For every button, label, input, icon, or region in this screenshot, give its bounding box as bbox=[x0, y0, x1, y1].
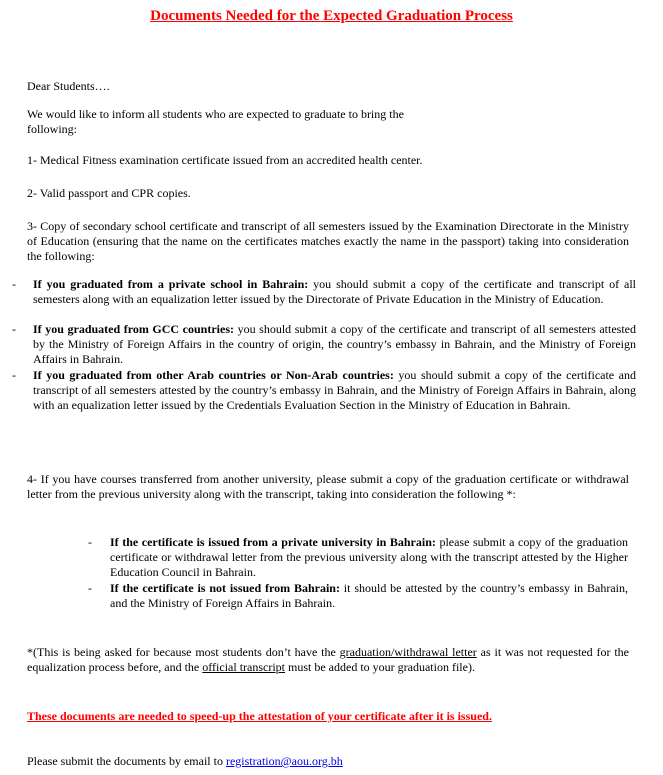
bullet-dash: - bbox=[12, 368, 16, 382]
requirement-3-bullet-other-countries bbox=[33, 368, 636, 413]
intro-paragraph: We would like to inform all students who are expected to graduate to bring the following: bbox=[27, 107, 404, 136]
bullet-dash: - bbox=[88, 535, 92, 549]
bullet-dash: - bbox=[12, 277, 16, 291]
bullet-text: please submit a copy of the graduation certificate or withdrawal letter from the previous university along with the transcript attested by the Higher Education Council in Bahrain. bbox=[110, 535, 628, 579]
requirement-3: 3- Copy of secondary school certificate and transcript of all semesters issued by the Examination Directorate in the Ministry of Education (ensuring that the name on the certificates matches exactly the name in the passport) taking into consideration the following: bbox=[27, 219, 629, 263]
bullet-text: you should submit a copy of the certificate and transcript of all semesters attested by the country’s embassy in Bahrain, and the Ministry of Foreign Affairs in Bahrain, along with an equalization letter issued by the Credentials Evaluation Section in the Ministry of Education in Bahrain. bbox=[33, 368, 636, 412]
bullet-heading: If the certificate is not issued from Bahrain: bbox=[110, 581, 340, 595]
explanatory-note bbox=[27, 645, 629, 675]
bullet-heading: If you graduated from GCC countries: bbox=[33, 322, 234, 336]
bullet-dash: - bbox=[88, 581, 92, 595]
note-text: as it was not requested for the equalization process before, and the bbox=[27, 645, 629, 674]
warning-notice bbox=[27, 709, 629, 724]
warning-text: These documents are needed to speed-up the attestation of your certificate after it is issued. bbox=[27, 709, 492, 723]
bullet-heading: If the certificate is issued from a private university in Bahrain: bbox=[110, 535, 436, 549]
note-underlined-letter: graduation/withdrawal letter bbox=[339, 645, 477, 659]
submission-instructions bbox=[27, 754, 629, 769]
requirement-3-bullet-private-school bbox=[33, 277, 636, 307]
requirement-1: 1- Medical Fitness examination certificate issued from an accredited health center. bbox=[27, 153, 423, 167]
requirement-4: 4- If you have courses transferred from another university, please submit a copy of the graduation certificate or withdrawal letter from the previous university along with the transcript, taking into consideration the following *: bbox=[27, 472, 629, 501]
bullet-heading: If you graduated from a private school in Bahrain: bbox=[33, 277, 309, 291]
note-text: *(This is being asked for because most students don’t have the bbox=[27, 645, 340, 659]
requirement-4-bullet-private-university bbox=[110, 535, 628, 580]
bullet-text: you should submit a copy of the certificate and transcript of all semesters along with an equalization letter issued by the Directorate of Private Education in the Ministry of Education. bbox=[33, 277, 637, 306]
note-underlined-transcript: official transcript bbox=[202, 660, 286, 674]
bullet-heading: If you graduated from other Arab countries or Non-Arab countries: bbox=[33, 368, 394, 382]
email-link[interactable]: registration@aou.org.bh bbox=[225, 754, 343, 768]
bullet-text: it should be attested by the country’s embassy in Bahrain, and the Ministry of Foreign Affairs in Bahrain. bbox=[110, 581, 628, 610]
submission-text: Please submit the documents by email to bbox=[27, 754, 226, 768]
document-title: Documents Needed for the Expected Graduation Process bbox=[150, 8, 513, 24]
bullet-dash: - bbox=[12, 322, 16, 336]
requirement-3-bullet-gcc bbox=[33, 322, 636, 367]
bullet-text: you should submit a copy of the certificate and transcript of all semesters attested by the Ministry of Foreign Affairs in the country of origin, the country’s embassy in Bahrain, and the Ministry of Foreign Affairs in Bahrain. bbox=[33, 322, 636, 366]
requirement-4-bullet-outside-bahrain bbox=[110, 581, 628, 611]
greeting: Dear Students…. bbox=[27, 79, 110, 93]
requirement-2: 2- Valid passport and CPR copies. bbox=[27, 186, 191, 200]
note-text: must be added to your graduation file). bbox=[285, 660, 475, 674]
